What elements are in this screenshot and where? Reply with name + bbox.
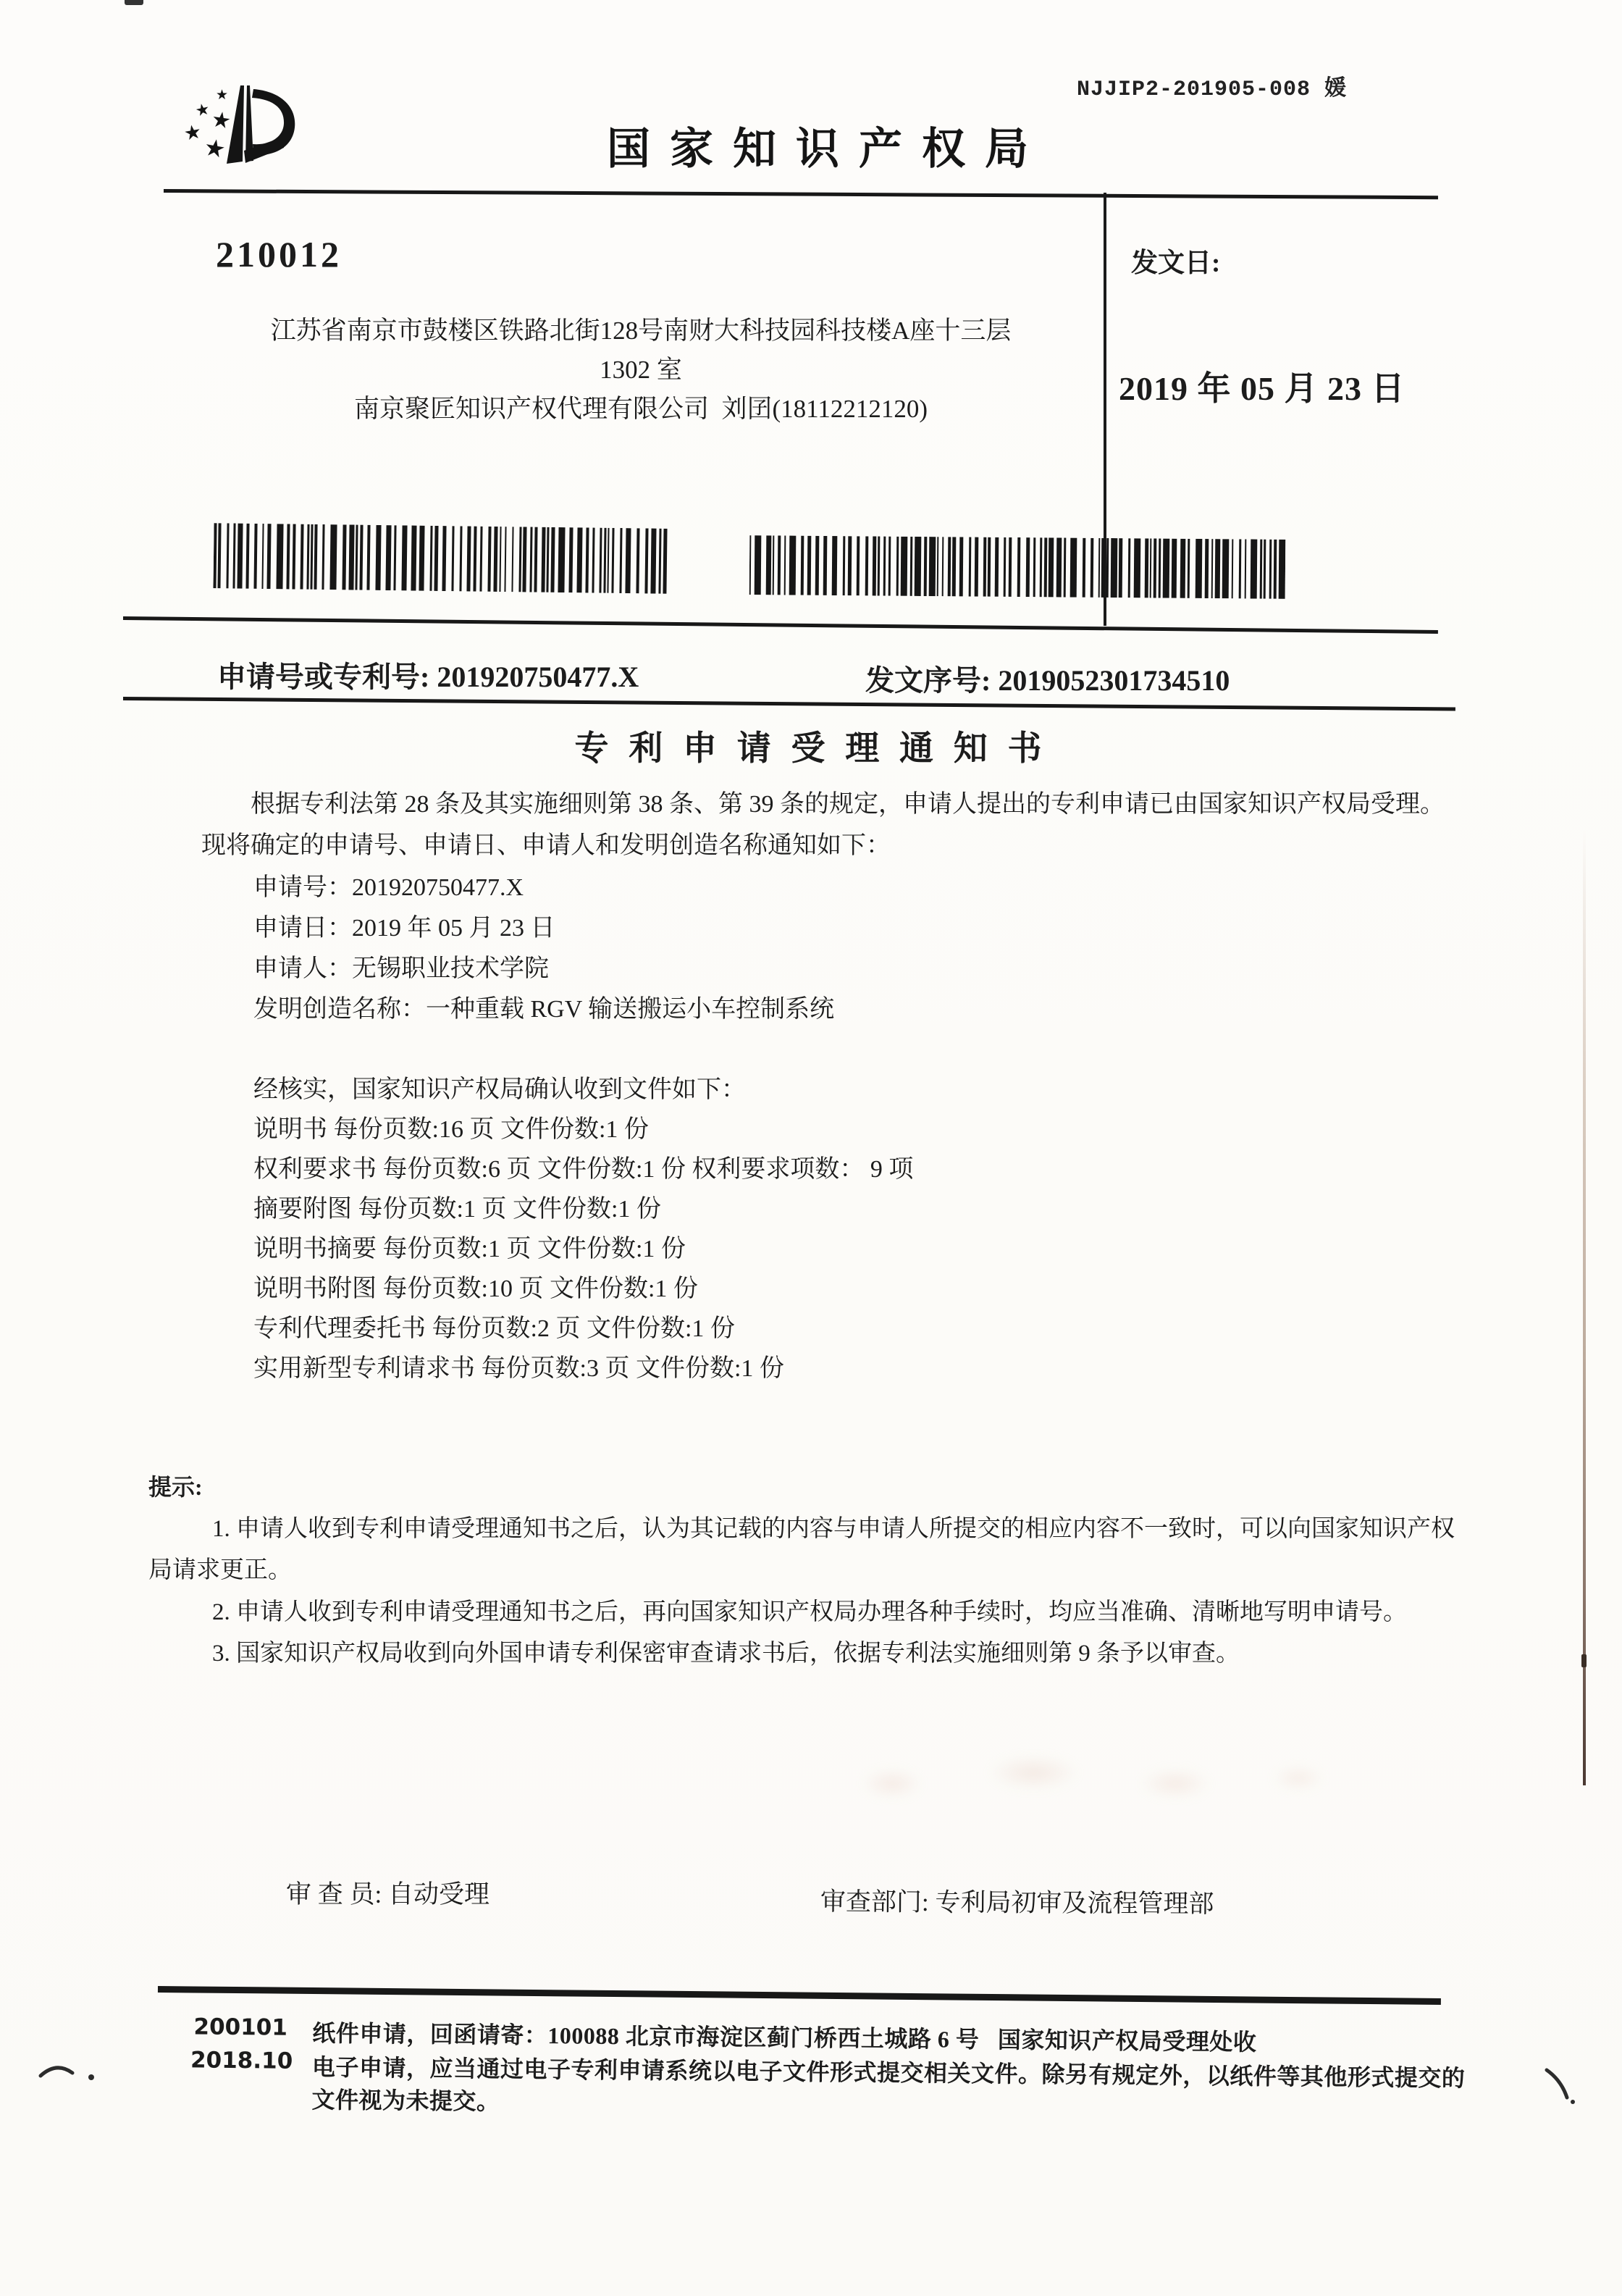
serial-number-value: 2019052301734510 <box>998 664 1230 697</box>
agent-contact-line: 南京聚匠知识产权代理有限公司 刘囝(18112212120) <box>353 395 928 423</box>
footer-electronic-line-2: 文件视为未提交。 <box>311 2087 500 2115</box>
address-line-1: 江苏省南京市鼓楼区铁路北街128号南财大科技园科技楼A座十三层 <box>270 317 1012 345</box>
field-applicant: 申请人：无锡职业技术学院 <box>253 955 549 982</box>
received-item: 说明书摘要 每份页数:1 页 文件份数:1 份 <box>253 1236 686 1262</box>
field-application-number: 申请号：201920750477.X <box>253 874 524 901</box>
agency-title: 国 家 知 识 产 权 局 <box>607 125 1033 173</box>
star-icon: ★ <box>201 132 228 164</box>
examiner-line: 审 查 员: 自动受理 <box>286 1880 489 1909</box>
star-icon: ★ <box>216 87 229 103</box>
received-item: 专利代理委托书 每份页数:2 页 文件份数:1 份 <box>253 1315 735 1342</box>
received-item: 实用新型专利请求书 每份页数:3 页 文件份数:1 份 <box>253 1355 784 1382</box>
application-number-label: 申请号或专利号: <box>217 661 437 693</box>
form-version: 2018.10 <box>190 2047 293 2074</box>
issue-date-label: 发文日: <box>1131 248 1221 278</box>
serial-number-label: 发文序号: <box>865 664 999 697</box>
form-code: 200101 <box>193 2014 288 2041</box>
application-number-value: 201920750477.X <box>437 661 639 693</box>
notice-intro-paragraph: 根据专利法第 28 条及其实施细则第 38 条、第 39 条的规定，申请人提出的专利申请已由国家知识产权局受理。现将确定的申请号、申请日、申请人和发明创造名称通知如下： <box>201 791 1445 859</box>
star-icon: ★ <box>193 100 212 121</box>
notice-title: 专 利 申 请 受 理 通 知 书 <box>574 730 1048 768</box>
postal-code: 210012 <box>216 234 342 275</box>
paper-edge-tick <box>1581 1654 1587 1667</box>
field-invention-title: 发明创造名称：一种重载 RGV 输送搬运小车控制系统 <box>253 996 835 1023</box>
received-intro: 经核实，国家知识产权局确认收到文件如下： <box>253 1076 746 1103</box>
paper-edge-artifact <box>1583 829 1586 1785</box>
tip-item-2: 2. 申请人收到专利申请受理通知书之后，再向国家知识产权局办理各种手续时，均应当准确、清晰地写明申请号。 <box>212 1599 1407 1625</box>
received-item: 权利要求书 每份页数:6 页 文件份数:1 份 权利要求项数： 9 项 <box>253 1156 914 1183</box>
received-item: 说明书 每份页数:16 页 文件份数:1 份 <box>253 1116 649 1143</box>
department-line: 审查部门: 专利局初审及流程管理部 <box>820 1888 1214 1919</box>
footer-thick-line <box>158 1986 1441 2005</box>
star-icon: ★ <box>209 106 233 135</box>
tips-label: 提示: <box>148 1474 203 1500</box>
tip-item-1: 1. 申请人收到专利申请受理通知书之后，认为其记载的内容与申请人所提交的相应内容不一致时，可以向国家知识产权局请求更正。 <box>148 1516 1455 1583</box>
pen-mark-right <box>1541 2066 1577 2106</box>
field-application-date: 申请日：2019 年 05 月 23 日 <box>253 915 555 942</box>
star-icon: ★ <box>182 120 203 146</box>
footer-paper-line: 纸件申请，回函请寄：100088 北京市海淀区蓟门桥西土城路 6 号 国家知识产权局受理处收 <box>312 2020 1257 2056</box>
issue-date-value: 2019 年 05 月 23 日 <box>1119 370 1405 407</box>
address-line-2: 1302 室 <box>600 356 682 384</box>
tip-item-3: 3. 国家知识产权局收到向外国申请专利保密审查请求书后，依据专利法实施细则第 9 条予以审查。 <box>212 1641 1240 1667</box>
doc-reference-code: NJJIP2-201905-008 媛 <box>1077 77 1348 102</box>
received-item: 摘要附图 每份页数:1 页 文件份数:1 份 <box>253 1196 661 1223</box>
pen-mark-left <box>35 2056 114 2088</box>
received-item: 说明书附图 每份页数:10 页 文件份数:1 份 <box>253 1275 698 1302</box>
footer-electronic-line: 电子申请，应当通过电子专利申请系统以电子文件形式提交相关文件。除另有规定外，以纸件等其他形式提交的 <box>311 2054 1466 2092</box>
